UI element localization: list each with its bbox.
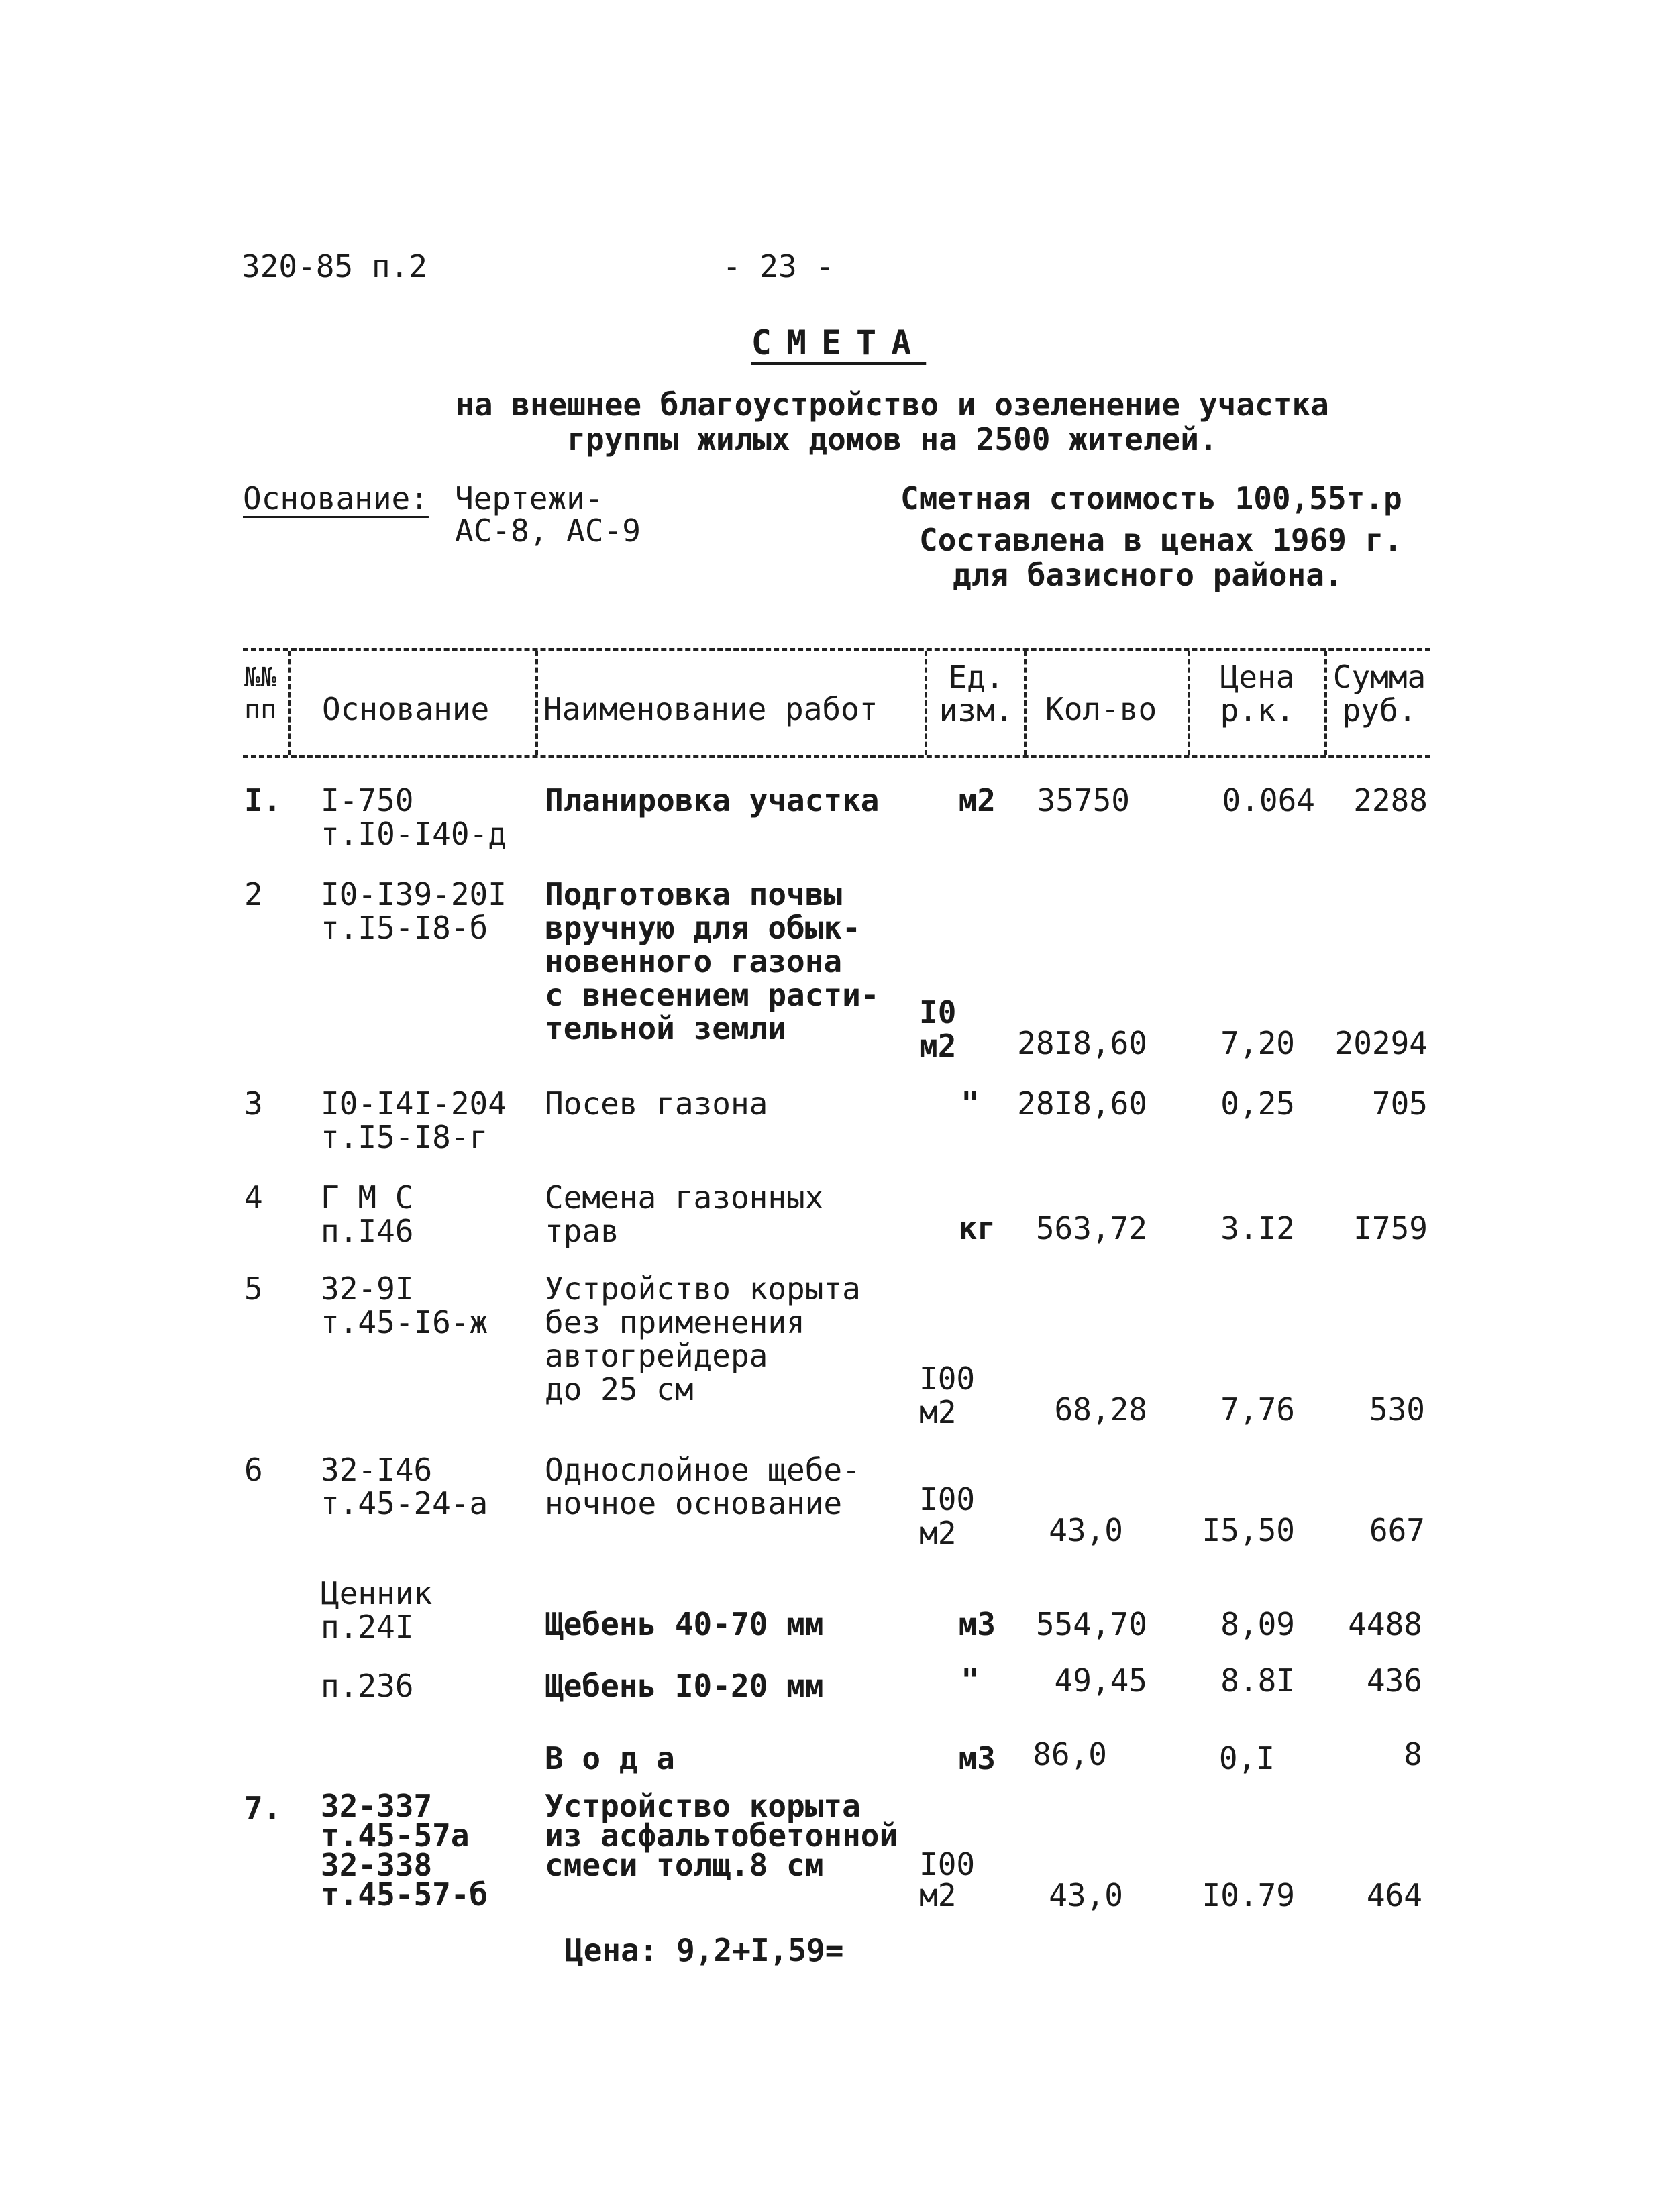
header-unit	[926, 660, 1027, 727]
row-num: 4	[244, 1179, 263, 1216]
row-price: 0.064	[1222, 782, 1315, 818]
row-work-name: Подготовка почвы вручную для обык- новенного газона с внесением расти- тельной земли	[545, 876, 880, 1047]
row-work-name: В о д а	[545, 1740, 675, 1776]
row-quantity: 86,0	[1033, 1736, 1107, 1772]
row-unit: I00 м2	[919, 1846, 976, 1913]
row-basis: 32-9I т.45-I6-ж	[321, 1271, 488, 1340]
row-basis: I0-I39-20I т.I5-I8-б	[321, 876, 507, 946]
row-num: 5	[244, 1271, 263, 1307]
row-price: 0,I	[1218, 1740, 1275, 1776]
row-sum: 20294	[1334, 1025, 1428, 1061]
row-basis: Г М С п.I46	[321, 1179, 414, 1249]
row-work-name: Устройство корыта без применения автогрейдера до 25 см	[545, 1271, 861, 1407]
header-basis: Основание	[322, 691, 490, 727]
row-unit: м2	[958, 782, 996, 818]
row-price: 3.I2	[1220, 1210, 1295, 1246]
row-sum: 464	[1366, 1877, 1422, 1913]
document-subtitle-line1: на внешнее благоустройство и озеленение участка	[456, 386, 1329, 423]
column-divider-2	[535, 651, 538, 755]
header-work-name: Наименование работ	[543, 691, 878, 727]
row-quantity: 43,0	[1049, 1512, 1123, 1548]
row-work-name: Однослойное щебе- ночное основание	[545, 1452, 861, 1522]
header-unit-line1: Ед.	[948, 659, 1004, 695]
row-price: 8,09	[1220, 1606, 1295, 1642]
table-top-rule	[243, 648, 1430, 651]
row-basis: 32-337 т.45-57а 32-338 т.45-57-б	[321, 1788, 488, 1913]
row-work-name: Посев газона	[545, 1085, 768, 1122]
row-price: 0,25	[1220, 1085, 1295, 1122]
row-work-name: Планировка участка	[545, 782, 880, 818]
row-price: 7,20	[1220, 1025, 1295, 1061]
row-unit: кг	[958, 1210, 996, 1246]
table-header-bottom-rule	[243, 755, 1430, 758]
row-basis: I0-I4I-204 т.I5-I8-г	[321, 1085, 507, 1155]
basis-label: Основание:	[243, 480, 429, 517]
header-num-line2: пп	[244, 694, 277, 725]
price-basis-year: Составлена в ценах 1969 г.	[919, 522, 1403, 558]
column-divider-1	[288, 651, 291, 755]
header-price-line2: р.к.	[1220, 692, 1295, 729]
document-title: СМЕТА	[751, 323, 927, 362]
row-sum: 530	[1369, 1391, 1425, 1428]
row-work-name: Щебень I0-20 мм	[545, 1668, 824, 1704]
price-basis-region: для базисного района.	[953, 557, 1343, 593]
row-quantity: 49,45	[1054, 1662, 1147, 1699]
row-unit: I00 м2	[919, 1361, 976, 1430]
row-quantity: 28I8,60	[1017, 1085, 1147, 1122]
header-sum-line2: руб.	[1342, 692, 1417, 729]
row-basis: п.236	[321, 1668, 414, 1704]
row-quantity: 68,28	[1054, 1391, 1147, 1428]
row-work-name: Устройство корыта из асфальтобетонной смеси толщ.8 см	[545, 1788, 898, 1883]
basis-drawings: Чертежи-	[455, 480, 604, 517]
row-quantity: 28I8,60	[1017, 1025, 1147, 1061]
row-sum: 4488	[1348, 1606, 1422, 1642]
header-sum	[1326, 660, 1433, 727]
row-basis: Ценник п.24I	[321, 1575, 433, 1645]
page-number: - 23 -	[722, 248, 835, 284]
row-sum: 667	[1369, 1512, 1425, 1548]
header-price-line1: Цена	[1220, 659, 1295, 695]
estimated-cost: Сметная стоимость 100,55т.р	[900, 480, 1402, 517]
header-num-line1: №№	[244, 662, 277, 693]
row-unit: I00 м2	[919, 1481, 976, 1551]
header-num	[244, 661, 276, 726]
header-price	[1189, 660, 1326, 727]
row-quantity: 554,70	[1035, 1606, 1147, 1642]
row-sum: 8	[1404, 1736, 1422, 1772]
basis-drawing-codes: АС-8, АС-9	[455, 513, 641, 549]
row-num: 2	[244, 876, 263, 912]
document-code: 320-85 п.2	[242, 248, 427, 284]
row-work-name: Семена газонных трав	[545, 1179, 824, 1249]
price-note: Цена: 9,2+I,59=	[565, 1932, 844, 1968]
row-num: I.	[244, 782, 282, 818]
header-quantity: Кол-во	[1045, 691, 1157, 727]
row-sum: I759	[1353, 1210, 1428, 1246]
row-num: 7.	[244, 1790, 282, 1826]
row-price: 8.8I	[1220, 1662, 1295, 1699]
row-unit: I0 м2	[919, 994, 957, 1064]
row-price: I5,50	[1202, 1512, 1295, 1548]
row-basis: I-750 т.I0-I40-д	[321, 782, 507, 852]
document-subtitle-line2: группы жилых домов на 2500 жителей.	[567, 421, 1218, 458]
row-price: 7,76	[1220, 1391, 1295, 1428]
row-unit: "	[961, 1662, 980, 1699]
header-unit-line2: изм.	[939, 692, 1014, 729]
row-num: 6	[244, 1452, 263, 1488]
row-price: I0.79	[1202, 1877, 1295, 1913]
row-sum: 2288	[1353, 782, 1428, 818]
row-unit: "	[961, 1085, 980, 1122]
row-quantity: 35750	[1037, 782, 1130, 818]
header-sum-line1: Сумма	[1332, 659, 1426, 695]
row-num: 3	[244, 1085, 263, 1122]
row-sum: 705	[1371, 1085, 1428, 1122]
row-sum: 436	[1366, 1662, 1422, 1699]
row-unit: м3	[958, 1606, 996, 1642]
row-basis: 32-I46 т.45-24-а	[321, 1452, 488, 1522]
row-quantity: 563,72	[1035, 1210, 1147, 1246]
row-unit: м3	[958, 1740, 996, 1776]
row-work-name: Щебень 40-70 мм	[545, 1606, 824, 1642]
row-quantity: 43,0	[1049, 1877, 1123, 1913]
